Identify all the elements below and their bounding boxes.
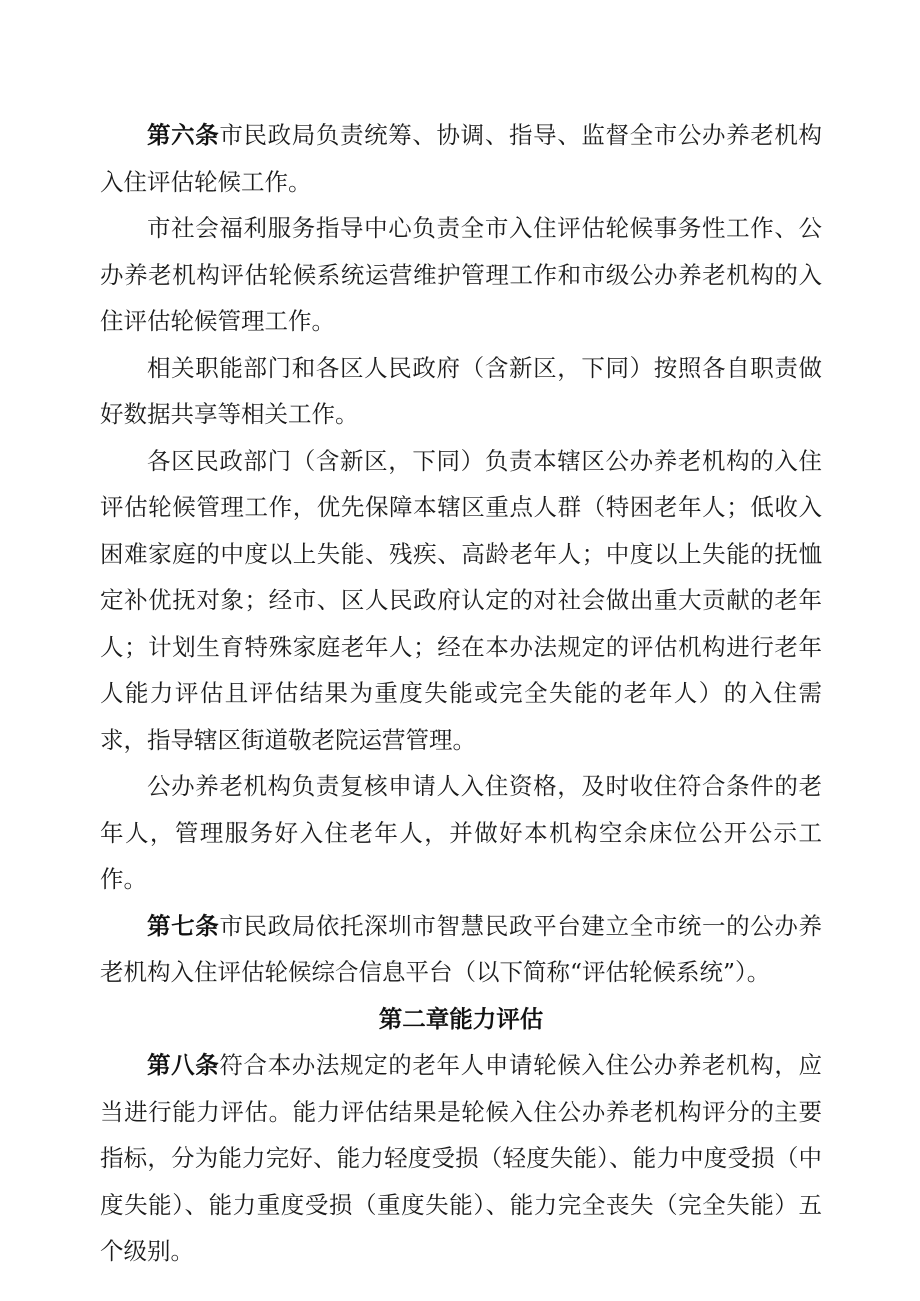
departments-paragraph [100,345,822,438]
welfare-center-paragraph [100,205,822,345]
departments-text: 相关职能部门和各区人民政府（含新区，下同）按照各自职责做好数据共享等相关工作。 [100,353,822,428]
district-bureau-text: 各区民政部门（含新区，下同）负责本辖区公办养老机构的入住评估轮候管理工作，优先保障本辖区重点人群（特困老年人；低收入困难家庭的中度以上失能、残疾、高龄老年人；中度以上失能的抚恤定补优抚对象；经市、区人民政府认定的对社会做出重大贡献的老年人；计划生育特殊家庭老年人；经在本办法规定的评估机构进行老年人能力评估且评估结果为重度失能或完全失能的老年人）的入住需求，指导辖区街道敬老院运营管理。 [100,446,822,754]
document-body [100,112,822,1275]
article-6-paragraph [100,112,822,205]
article-6-text: 市民政局负责统筹、协调、指导、监督全市公办养老机构入住评估轮候工作。 [100,121,823,196]
district-bureau-paragraph [100,438,822,764]
article-8-heading: 第八条 [147,1051,220,1079]
institution-text: 公办养老机构负责复核申请人入住资格，及时收住符合条件的老年人，管理服务好入住老年人，并做好本机构空余床位公开公示工作。 [100,772,822,893]
article-8-paragraph [100,1042,822,1275]
chapter-title: 第二章能力评估 [378,1004,544,1033]
article-7-text: 市民政局依托深圳市智慧民政平台建立全市统一的公办养老机构入住评估轮候综合信息平台（以下简称“评估轮候系统”）。 [100,911,823,986]
article-8-text: 符合本办法规定的老年人申请轮候入住公办养老机构，应当进行能力评估。能力评估结果是轮候入住公办养老机构评分的主要指标，分为能力完好、能力轻度受损（轻度失能）、能力中度受损（中度失能）、能力重度受损（重度失能）、能力完全丧失（完全失能）五个级别。 [100,1051,823,1265]
institution-paragraph [100,763,822,903]
article-7-heading: 第七条 [147,911,220,940]
article-6-heading: 第六条 [147,121,220,149]
welfare-center-text: 市社会福利服务指导中心负责全市入住评估轮候事务性工作、公办养老机构评估轮候系统运营维护管理工作和市级公办养老机构的入住评估轮候管理工作。 [100,214,822,335]
article-7-paragraph [100,903,822,996]
